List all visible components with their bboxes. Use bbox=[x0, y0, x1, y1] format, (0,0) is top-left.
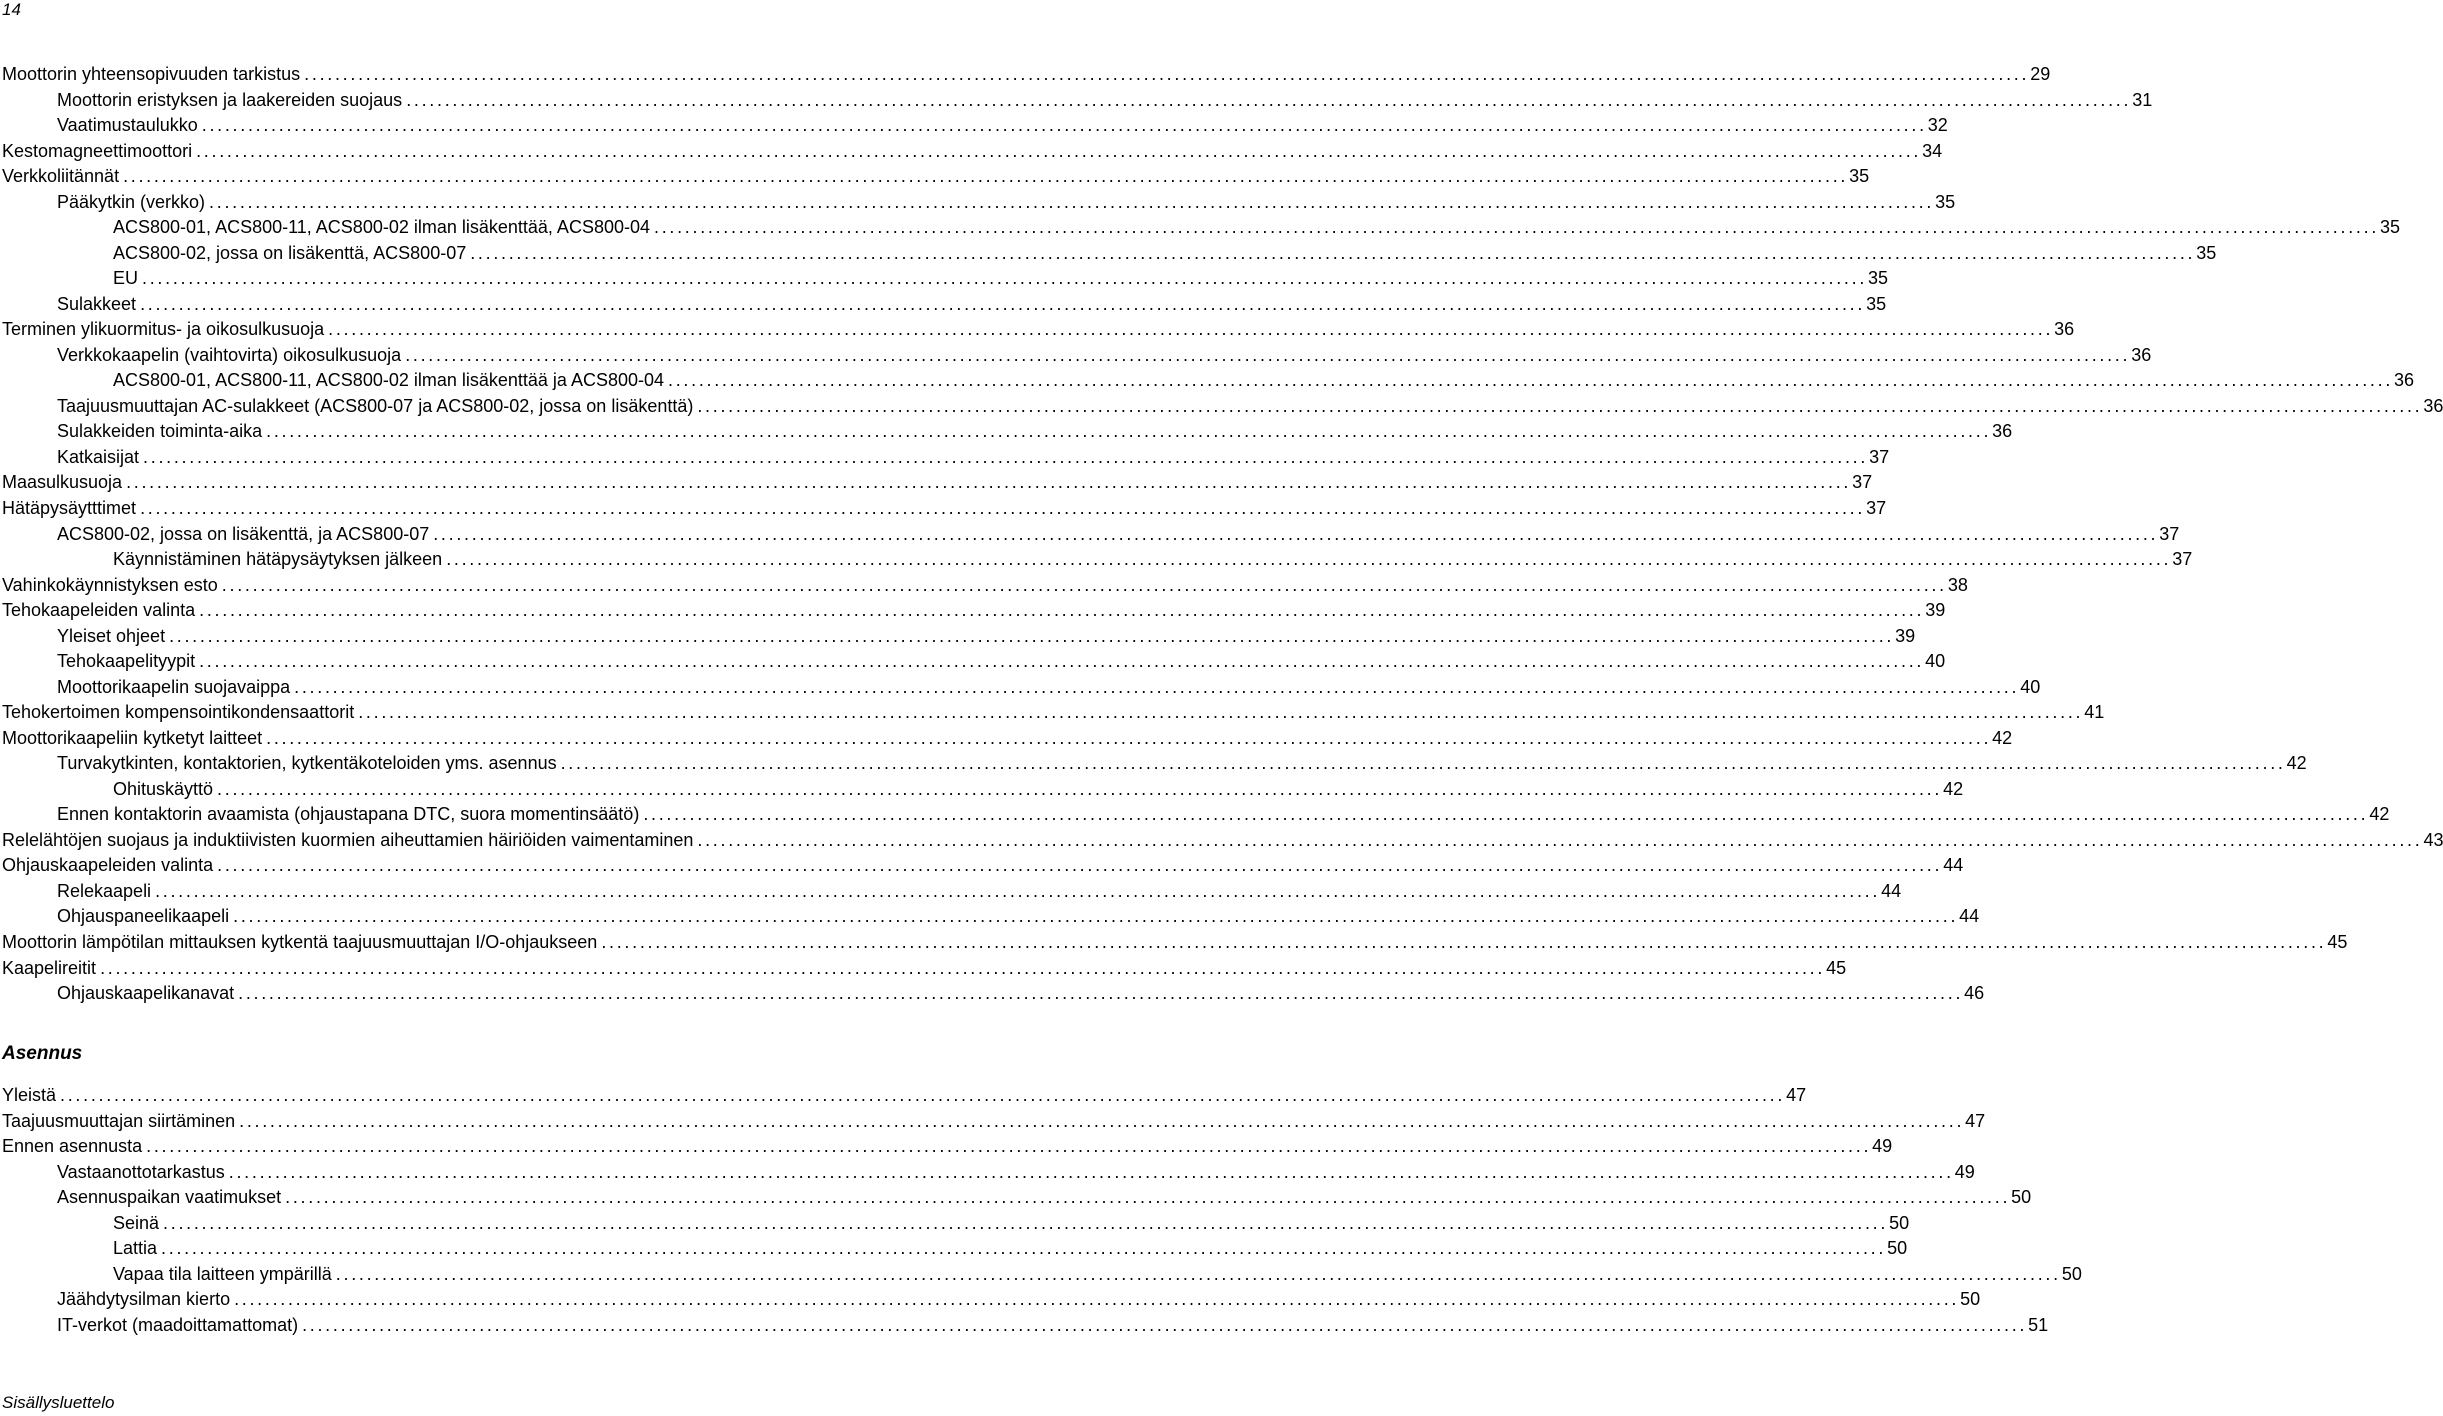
toc-entry[interactable] bbox=[0, 394, 2443, 420]
dot-leader bbox=[123, 164, 1848, 190]
toc-entry-title: Ennen kontaktorin avaamista (ohjaustapana DTC, suora momentinsäätö) bbox=[57, 804, 640, 825]
toc-entry-page: 50 bbox=[1887, 1238, 1908, 1259]
toc-entry-page: 42 bbox=[2286, 753, 2307, 774]
dot-leader bbox=[654, 215, 2379, 241]
dot-leader bbox=[406, 88, 2131, 114]
toc-entry-page: 36 bbox=[2054, 319, 2075, 340]
toc-entry[interactable] bbox=[0, 930, 2348, 956]
dot-leader bbox=[146, 1134, 1871, 1160]
dot-leader bbox=[100, 956, 1825, 982]
toc-entry[interactable] bbox=[0, 649, 1946, 675]
toc-entry-title: Maasulkusuoja bbox=[2, 472, 123, 493]
toc-entry[interactable] bbox=[0, 419, 2013, 445]
dot-leader bbox=[169, 624, 1894, 650]
toc-entry-page: 44 bbox=[1943, 855, 1964, 876]
toc-entry[interactable] bbox=[0, 547, 2193, 573]
toc-entry-page: 37 bbox=[1869, 446, 1890, 467]
toc-entry-page: 41 bbox=[2084, 702, 2105, 723]
dot-leader bbox=[697, 394, 2422, 420]
toc-entry-title: Asennuspaikan vaatimukset bbox=[57, 1187, 282, 1208]
toc-entry-page: 43 bbox=[2423, 829, 2443, 850]
dot-leader bbox=[304, 62, 2029, 88]
dot-leader bbox=[266, 419, 1991, 445]
dot-leader bbox=[336, 1262, 2061, 1288]
toc-entry-title: IT-verkot (maadoittamattomat) bbox=[57, 1314, 299, 1335]
toc-entry-title: Tehokertoimen kompensointikondensaattorit bbox=[2, 702, 355, 723]
toc-entry[interactable] bbox=[0, 956, 1847, 982]
toc-entry[interactable] bbox=[0, 802, 2390, 828]
toc-entry[interactable] bbox=[0, 751, 2307, 777]
dot-leader bbox=[233, 904, 1958, 930]
toc-entry-title: Vaatimustaulukko bbox=[57, 115, 198, 136]
toc-entry-page: 40 bbox=[2020, 676, 2041, 697]
dot-leader bbox=[238, 981, 1963, 1007]
toc-entry-page: 44 bbox=[1881, 880, 1902, 901]
toc-entry-title: Hätäpysäytttimet bbox=[2, 498, 137, 518]
toc-entry[interactable] bbox=[0, 164, 1870, 190]
dot-leader bbox=[60, 1083, 1785, 1109]
toc-entry-page: 46 bbox=[1964, 983, 1985, 1004]
toc-entry[interactable] bbox=[0, 113, 1948, 139]
toc-entry-title: EU bbox=[113, 268, 139, 289]
toc-entry-title: Moottorikaapelin suojavaippa bbox=[57, 676, 291, 697]
toc-entry[interactable] bbox=[0, 879, 1902, 905]
toc-entry-page: 39 bbox=[1925, 600, 1946, 621]
toc-entry-title: Relelähtöjen suojaus ja induktiivisten kuormien aiheuttamien häiriöiden vaimentaminen bbox=[2, 829, 694, 850]
toc-entry-page: 35 bbox=[1849, 166, 1870, 187]
toc-entry-title: Verkkoliitännät bbox=[2, 166, 120, 187]
toc-entry[interactable] bbox=[0, 981, 1985, 1007]
toc-entry-title: ACS800-01, ACS800-11, ACS800-02 ilman lisäkenttää ja ACS800-04 bbox=[113, 370, 665, 391]
toc-entry-title: Vapaa tila laitteen ympärillä bbox=[113, 1263, 332, 1284]
toc-entry-title: Turvakytkinten, kontaktorien, kytkentäkoteloiden yms. asennus bbox=[57, 753, 557, 774]
toc-entry-title: Ohjauskaapelikanavat bbox=[57, 983, 235, 1004]
toc-entry-page: 39 bbox=[1895, 625, 1916, 646]
toc-entry-page: 35 bbox=[1866, 293, 1887, 314]
toc-entry[interactable] bbox=[0, 292, 1887, 318]
dot-leader bbox=[643, 802, 2368, 828]
dot-leader bbox=[199, 598, 1924, 624]
toc-entry-page: 51 bbox=[2028, 1314, 2049, 1335]
dot-leader bbox=[446, 547, 2171, 573]
dot-leader bbox=[217, 777, 1942, 803]
toc-entry[interactable] bbox=[0, 266, 1889, 292]
dot-leader bbox=[199, 649, 1924, 675]
toc-entry[interactable] bbox=[0, 317, 2075, 343]
toc-entry-page: 31 bbox=[2132, 89, 2153, 110]
toc-entry-title: Vahinkokäynnistyksen esto bbox=[2, 574, 218, 595]
toc-entry-title: Terminen ylikuormitus- ja oikosulkusuoja bbox=[2, 319, 325, 340]
toc-entry-page: 38 bbox=[1947, 574, 1968, 595]
toc-entry-page: 36 bbox=[1992, 421, 2013, 442]
toc-entry[interactable] bbox=[0, 139, 1943, 165]
dot-leader bbox=[161, 1236, 1886, 1262]
toc-entry-title: Kestomagneettimoottori bbox=[2, 140, 193, 161]
toc-entry[interactable] bbox=[0, 828, 2443, 854]
toc-entry-page: 35 bbox=[2380, 217, 2401, 238]
toc-entry-page: 50 bbox=[1889, 1212, 1910, 1233]
toc-entry-title: Seinä bbox=[113, 1212, 160, 1233]
toc-entry[interactable] bbox=[0, 1185, 2032, 1211]
toc-entry[interactable] bbox=[0, 1160, 1975, 1186]
toc-entry-page: 37 bbox=[2172, 549, 2193, 570]
toc-entry[interactable] bbox=[0, 675, 2041, 701]
dot-leader bbox=[202, 113, 1927, 139]
toc-entry-title: ACS800-01, ACS800-11, ACS800-02 ilman lisäkenttää, ACS800-04 bbox=[113, 217, 650, 238]
toc-entry-page: 49 bbox=[1954, 1161, 1975, 1182]
dot-leader bbox=[143, 445, 1868, 471]
dot-leader bbox=[668, 368, 2393, 394]
toc-entry-title: Ohjauskaapeleiden valinta bbox=[2, 855, 214, 876]
toc-entry-page: 47 bbox=[1965, 1110, 1986, 1131]
toc-entry[interactable] bbox=[0, 1083, 1807, 1109]
toc-entry-title: Ohjauspaneelikaapeli bbox=[57, 906, 230, 927]
dot-leader bbox=[222, 573, 1947, 599]
toc-entry[interactable] bbox=[0, 1236, 1908, 1262]
dot-leader bbox=[433, 522, 2158, 548]
toc-entry-title: Pääkytkin (verkko) bbox=[57, 191, 206, 212]
toc-entry-title: Sulakkeet bbox=[57, 293, 137, 314]
toc-entry[interactable] bbox=[0, 904, 1980, 930]
toc-entry[interactable] bbox=[0, 343, 2152, 369]
toc-entry[interactable] bbox=[0, 88, 2153, 114]
dot-leader bbox=[229, 1160, 1954, 1186]
toc-entry-title: Moottorin eristyksen ja laakereiden suojaus bbox=[57, 89, 403, 110]
page-footer: Sisällysluettelo bbox=[2, 1393, 115, 1412]
dot-leader bbox=[140, 496, 1865, 522]
dot-leader bbox=[140, 292, 1865, 318]
toc-entry[interactable] bbox=[0, 777, 1964, 803]
toc-entry-title: Katkaisijat bbox=[57, 446, 140, 467]
dot-leader bbox=[285, 1185, 2010, 1211]
toc-entry-page: 45 bbox=[2327, 932, 2348, 953]
toc-entry-page: 49 bbox=[1872, 1136, 1893, 1157]
toc-entry-page: 36 bbox=[2394, 370, 2415, 391]
toc-entry[interactable] bbox=[0, 470, 1873, 496]
dot-leader bbox=[126, 470, 1851, 496]
toc-entry-page: 37 bbox=[2159, 523, 2180, 544]
toc-entry-page: 42 bbox=[2369, 804, 2390, 825]
toc-entry[interactable] bbox=[0, 522, 2180, 548]
toc-entry[interactable] bbox=[0, 598, 1946, 624]
dot-leader bbox=[302, 1313, 2027, 1339]
toc-entry[interactable] bbox=[0, 1211, 1910, 1237]
dot-leader bbox=[405, 343, 2130, 369]
toc-entry-page: 44 bbox=[1959, 906, 1980, 927]
toc-entry[interactable] bbox=[0, 700, 2105, 726]
toc-entry-title: ACS800-02, jossa on lisäkenttä, ja ACS800-07 bbox=[57, 523, 430, 544]
toc-entry-page: 40 bbox=[1925, 651, 1946, 672]
toc-entry-title: Ennen asennusta bbox=[2, 1136, 143, 1157]
dot-leader bbox=[328, 317, 2053, 343]
dot-leader bbox=[155, 879, 1880, 905]
toc-entry[interactable] bbox=[0, 1287, 1981, 1313]
toc-entry-page: 35 bbox=[2196, 242, 2217, 263]
toc-entry-title: Moottorikaapeliin kytketyt laitteet bbox=[2, 727, 263, 748]
toc-entry-page: 50 bbox=[1960, 1289, 1981, 1310]
toc-entry-title: Sulakkeiden toiminta-aika bbox=[57, 421, 263, 442]
toc-entry-title: Yleistä bbox=[2, 1085, 57, 1105]
toc-entry-page: 50 bbox=[2011, 1187, 2032, 1208]
toc-entry[interactable] bbox=[0, 215, 2401, 241]
toc-entry-page: 34 bbox=[1922, 140, 1943, 161]
dot-leader bbox=[234, 1287, 1959, 1313]
page-number: 14 bbox=[2, 0, 21, 19]
toc-entry[interactable] bbox=[0, 1313, 2049, 1339]
toc-entry-title: ACS800-02, jossa on lisäkenttä, ACS800-07 bbox=[113, 242, 467, 263]
dot-leader bbox=[196, 139, 1921, 165]
toc-entry-title: Tehokaapelityypit bbox=[57, 651, 196, 672]
toc-entry[interactable] bbox=[0, 1262, 2082, 1288]
toc-entry[interactable] bbox=[0, 1134, 1893, 1160]
toc-entry-page: 36 bbox=[2131, 344, 2152, 365]
toc-entry-page: 45 bbox=[1826, 957, 1847, 978]
toc-entry-page: 50 bbox=[2061, 1263, 2082, 1284]
toc-entry-title: Relekaapeli bbox=[57, 880, 152, 901]
toc-entry-page: 37 bbox=[1866, 498, 1887, 518]
toc-entry-title: Jäähdytysilman kierto bbox=[57, 1289, 231, 1310]
dot-leader bbox=[163, 1211, 1888, 1237]
toc-entry[interactable] bbox=[0, 190, 1956, 216]
dot-leader bbox=[239, 1109, 1964, 1135]
toc-entry[interactable] bbox=[0, 573, 1968, 599]
dot-leader bbox=[142, 266, 1867, 292]
toc-entry-page: 37 bbox=[1852, 472, 1873, 493]
toc-entry-title: Taajuusmuuttajan AC-sulakkeet (ACS800-07 ja ACS800-02, jossa on lisäkenttä) bbox=[57, 395, 694, 416]
toc-entry-page: 32 bbox=[1927, 115, 1948, 136]
dot-leader bbox=[358, 700, 2083, 726]
toc-entry-title: Moottorin lämpötilan mittauksen kytkentä taajuusmuuttajan I/O-ohjaukseen bbox=[2, 932, 598, 953]
dot-leader bbox=[470, 241, 2195, 267]
toc-entry[interactable] bbox=[0, 496, 1887, 522]
toc-entry-page: 42 bbox=[1943, 778, 1964, 799]
toc-entry[interactable] bbox=[0, 726, 2013, 752]
dot-leader bbox=[561, 751, 2286, 777]
dot-leader bbox=[601, 930, 2326, 956]
toc-entry-page: 29 bbox=[2030, 64, 2051, 84]
toc-entry-title: Taajuusmuuttajan siirtäminen bbox=[2, 1110, 236, 1131]
toc-entry[interactable] bbox=[0, 445, 1890, 471]
toc-entry[interactable] bbox=[0, 624, 1916, 650]
toc-entry-title: Käynnistäminen hätäpysäytyksen jälkeen bbox=[113, 549, 443, 570]
dot-leader bbox=[217, 853, 1942, 879]
toc-entry[interactable] bbox=[0, 853, 1964, 879]
toc-entry-title: Moottorin yhteensopivuuden tarkistus bbox=[2, 64, 301, 84]
toc-entry[interactable] bbox=[0, 368, 2415, 394]
toc-entry-title: Tehokaapeleiden valinta bbox=[2, 600, 196, 621]
toc-entry-page: 36 bbox=[2423, 395, 2443, 416]
toc-entry[interactable] bbox=[0, 241, 2217, 267]
dot-leader bbox=[697, 828, 2422, 854]
toc-entry-title: Ohituskäyttö bbox=[113, 778, 214, 799]
section-heading-asennus: Asennus bbox=[2, 1043, 83, 1064]
toc-entry-page: 35 bbox=[1935, 191, 1956, 212]
toc-entry[interactable] bbox=[0, 1109, 1986, 1135]
dot-leader bbox=[294, 675, 2019, 701]
toc-entry-title: Verkkokaapelin (vaihtovirta) oikosulkusuoja bbox=[57, 344, 402, 365]
toc-entry-page: 47 bbox=[1786, 1085, 1807, 1105]
toc-entry[interactable] bbox=[0, 62, 2051, 88]
toc-entry-title: Vastaanottotarkastus bbox=[57, 1161, 225, 1182]
dot-leader bbox=[266, 726, 1991, 752]
toc-entry-title: Lattia bbox=[113, 1238, 158, 1259]
toc-entry-title: Yleiset ohjeet bbox=[57, 625, 166, 646]
dot-leader bbox=[209, 190, 1934, 216]
toc-entry-page: 42 bbox=[1992, 727, 2013, 748]
toc-entry-page: 35 bbox=[1868, 268, 1889, 289]
toc-entry-title: Kaapelireitit bbox=[2, 957, 97, 978]
